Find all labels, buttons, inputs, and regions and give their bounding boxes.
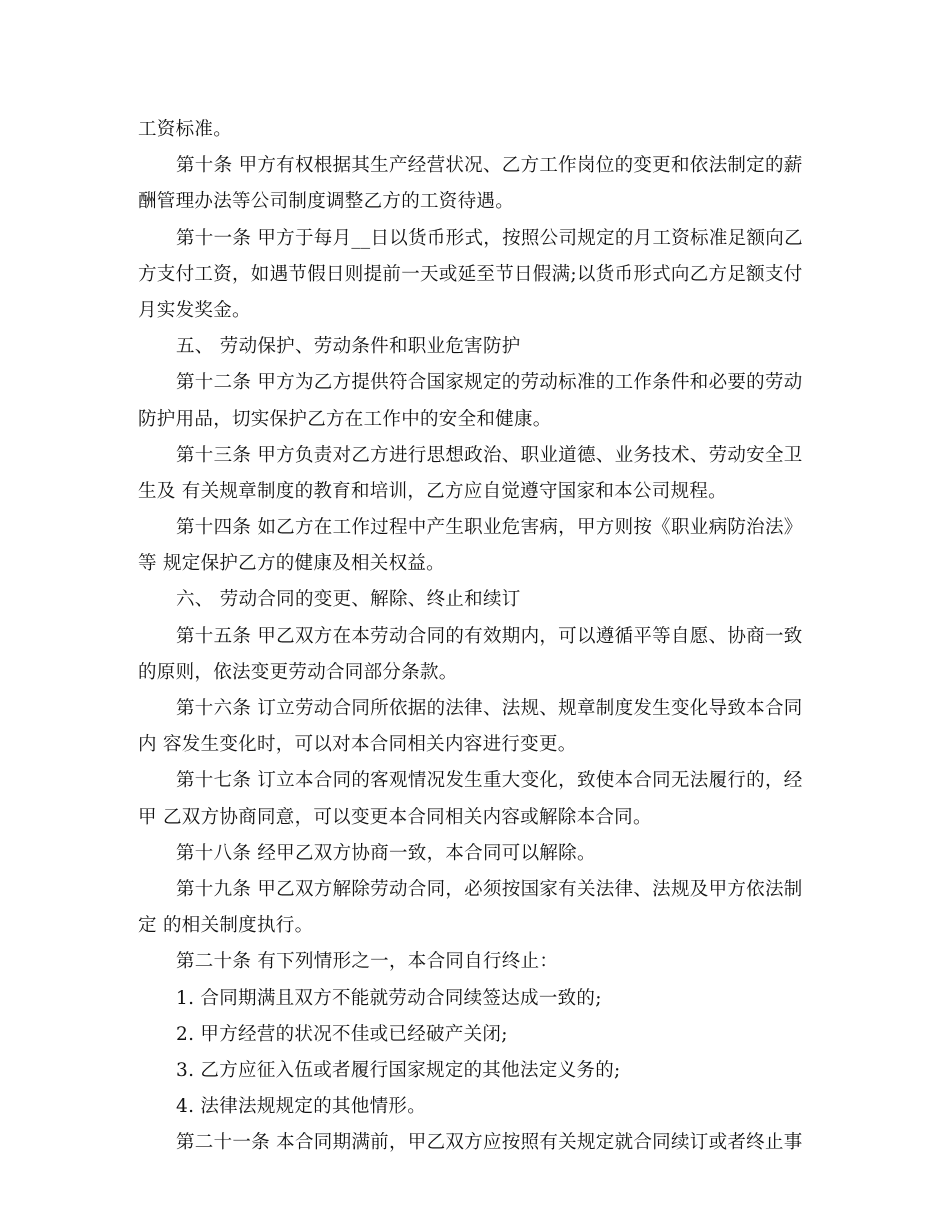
text-line: 1. 合同期满且双方不能就劳动合同续签达成一致的; [176, 987, 602, 1009]
text-line: 4. 法律法规规定的其他情形。 [176, 1096, 427, 1118]
document-body [138, 112, 812, 1161]
text-line: 3. 乙方应征入伍或者履行国家规定的其他法定义务的; [176, 1059, 621, 1081]
text-line: 甲 乙双方协商同意，可以变更本合同相关内容或解除本合同。 [138, 806, 652, 828]
text-line: 第十四条 如乙方在工作过程中产生职业危害病，甲方则按《职业病防治法》 [176, 517, 803, 539]
text-line: 第十二条 甲方为乙方提供符合国家规定的劳动标准的工作条件和必要的劳动 [176, 372, 803, 394]
text-line: 工资标准。 [138, 119, 233, 140]
text-line: 第十条 甲方有权根据其生产经营状况、乙方工作岗位的变更和依法制定的薪 [176, 155, 803, 177]
text-line: 第十五条 甲乙双方在本劳动合同的有效期内，可以遵循平等自愿、协商一致 [176, 625, 803, 647]
text-line: 第二十一条 本合同期满前，甲乙双方应按照有关规定就合同续订或者终止事 [176, 1132, 803, 1154]
text-line: 生及 有关规章制度的教育和培训，乙方应自觉遵守国家和本公司规程。 [138, 480, 727, 502]
text-line: 方支付工资，如遇节假日则提前一天或延至节日假满;以货币形式向乙方足额支付 [138, 263, 803, 285]
text-line: 月实发奖金。 [138, 299, 251, 321]
text-line: 第十六条 订立劳动合同所依据的法律、法规、规章制度发生变化导致本合同 [176, 698, 803, 719]
text-line: 2. 甲方经营的状况不佳或已经破产关闭; [176, 1023, 508, 1045]
text-line: 内 容发生变化时，可以对本合同相关内容进行变更。 [138, 734, 577, 756]
text-line: 第十七条 订立本合同的客观情况发生重大变化，致使本合同无法履行的，经 [176, 770, 803, 792]
text-line: 第十三条 甲方负责对乙方进行思想政治、职业道德、业务技术、劳动安全卫 [176, 444, 803, 466]
text-line: 第十一条 甲方于每月__日以货币形式，按照公司规定的月工资标准足额向乙 [176, 227, 803, 249]
text-line: 第二十条 有下列情形之一，本合同自行终止： [176, 951, 559, 973]
text-line: 五、 劳动保护、劳动条件和职业危害防护 [176, 336, 521, 358]
text-line: 酬管理办法等公司制度调整乙方的工资待遇。 [138, 191, 515, 213]
text-line: 六、 劳动合同的变更、解除、终止和续订 [176, 589, 521, 611]
text-line: 定 的相关制度执行。 [138, 915, 314, 937]
text-line: 第十八条 经甲乙双方协商一致，本合同可以解除。 [176, 842, 596, 864]
text-line: 的原则，依法变更劳动合同部分条款。 [138, 661, 458, 683]
text-line: 第十九条 甲乙双方解除劳动合同，必须按国家有关法律、法规及甲方依法制 [176, 878, 803, 900]
text-line: 防护用品，切实保护乙方在工作中的安全和健康。 [138, 408, 552, 430]
text-line: 等 规定保护乙方的健康及相关权益。 [138, 553, 445, 575]
